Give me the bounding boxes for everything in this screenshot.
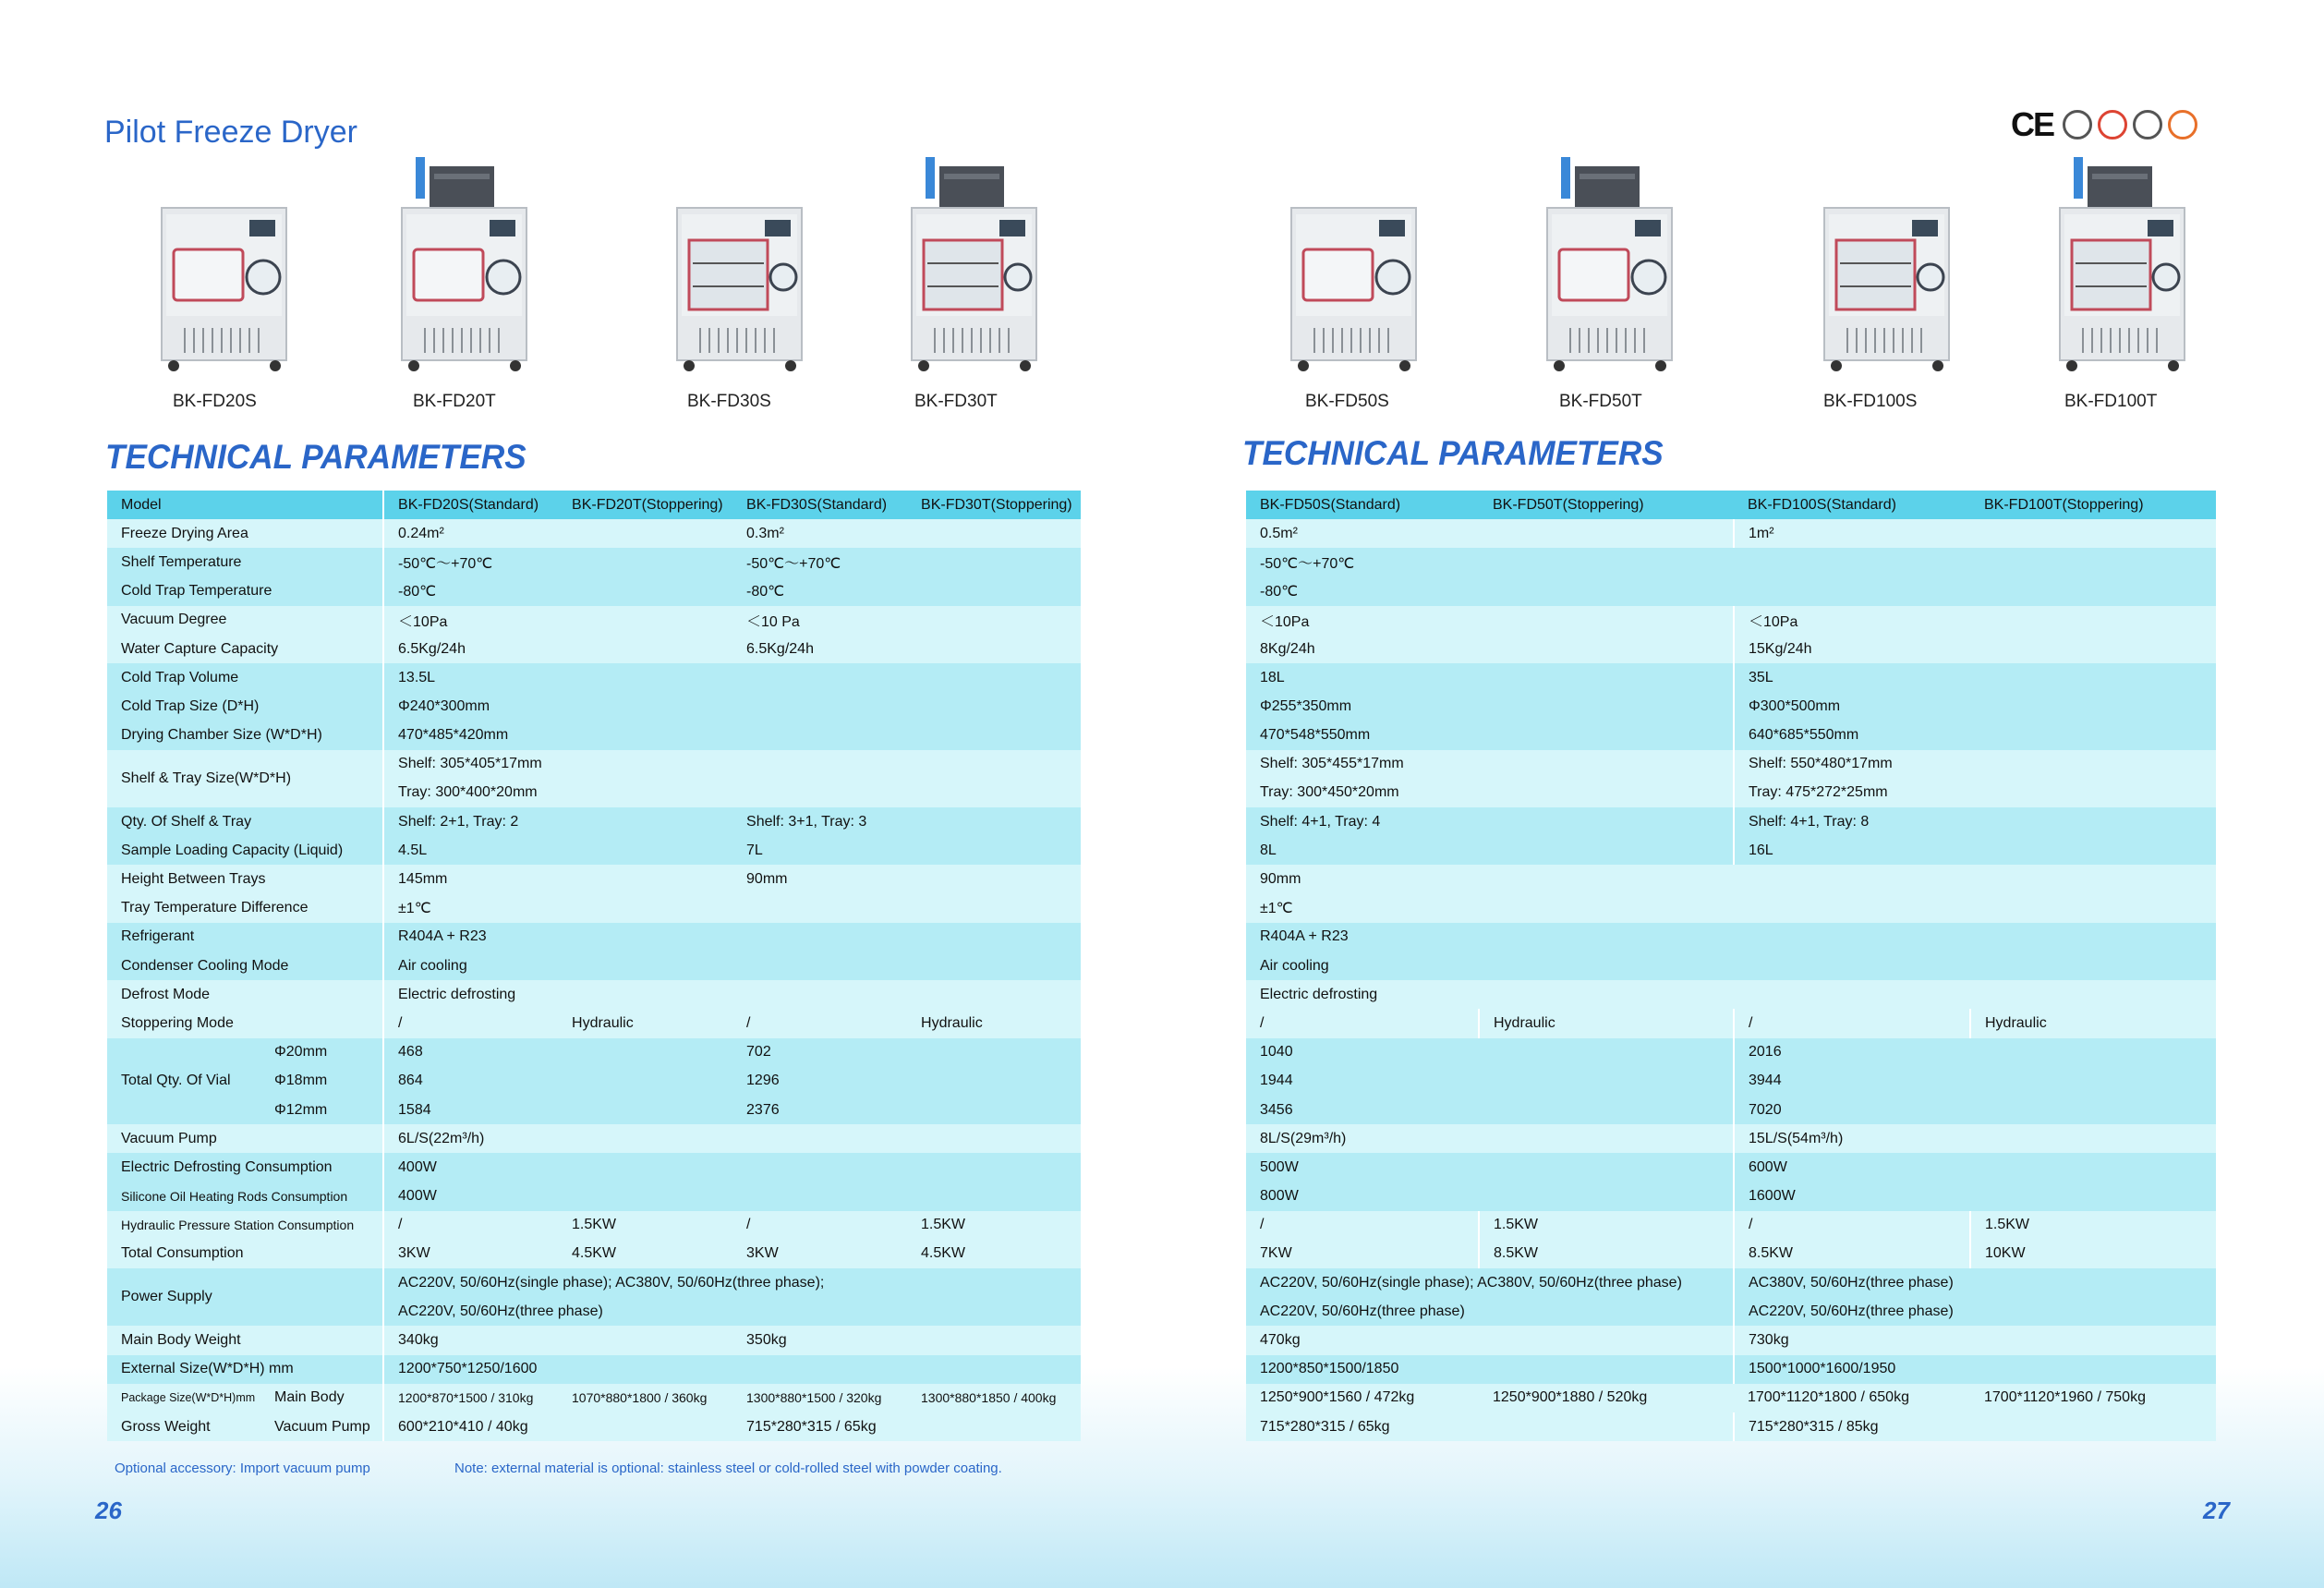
- page-number-right: 27: [2203, 1497, 2230, 1524]
- table-cell: Hydraulic: [907, 1009, 1081, 1037]
- table-row: [1246, 1038, 2216, 1067]
- table-cell: ＜10 Pa: [732, 606, 1081, 635]
- table-row: [107, 1124, 1081, 1153]
- table-cell: BK-FD20T(Stoppering): [558, 491, 732, 519]
- product-image-bk-fd50s: [1268, 148, 1434, 379]
- table-cell: Cold Trap Temperature: [107, 577, 383, 606]
- table-cell: 730kg: [1734, 1326, 2216, 1354]
- table-cell: 1200*870*1500 / 310kg: [383, 1384, 558, 1412]
- table-cell: ±1℃: [383, 894, 1081, 923]
- table-cell: Tray: 300*400*20mm: [383, 779, 1081, 807]
- product-label: BK-FD100T: [2064, 392, 2158, 411]
- table-cell: 1250*900*1880 / 520kg: [1479, 1384, 1734, 1412]
- table-cell: Shelf: 550*480*17mm: [1734, 750, 2216, 779]
- table-row: [1246, 1067, 2216, 1096]
- table-row: [1246, 721, 2216, 750]
- table-cell: R404A + R23: [383, 923, 1081, 952]
- table-cell: Φ20mm: [260, 1038, 383, 1067]
- table-cell: 702: [732, 1038, 1081, 1067]
- table-cell: 3944: [1734, 1067, 2216, 1096]
- table-cell: 1296: [732, 1067, 1081, 1096]
- table-cell: 1700*1120*1960 / 750kg: [1970, 1384, 2216, 1412]
- table-row: [107, 923, 1081, 952]
- table-cell: 18L: [1246, 663, 1734, 692]
- table-cell: 1040: [1246, 1038, 1734, 1067]
- table-cell: Gross Weight: [107, 1412, 260, 1441]
- table-cell: 600W: [1734, 1153, 2216, 1182]
- table-cell: Cold Trap Volume: [107, 663, 383, 692]
- table-cell: Freeze Drying Area: [107, 519, 383, 548]
- table-cell: 600*210*410 / 40kg: [383, 1412, 732, 1441]
- table-cell: 4.5L: [383, 836, 732, 865]
- table-row: [107, 894, 1081, 923]
- table-cell: Stoppering Mode: [107, 1009, 383, 1037]
- spec-table-left: [107, 491, 1081, 1441]
- table-cell: Tray: 475*272*25mm: [1734, 779, 2216, 807]
- table-cell: 7KW: [1246, 1240, 1479, 1268]
- table-row: [1246, 1009, 2216, 1037]
- iso-13485-seal-icon: [2133, 110, 2162, 139]
- table-row: [107, 663, 1081, 692]
- table-row: [1246, 1326, 2216, 1354]
- table-row: [107, 836, 1081, 865]
- table-cell: 0.5m²: [1246, 519, 1734, 548]
- table-row: [1246, 1268, 2216, 1297]
- table-cell: AC220V, 50/60Hz(three phase): [383, 1297, 1081, 1326]
- certified-seal-icon: [2168, 110, 2197, 139]
- product-image-bk-fd100t: [2037, 148, 2203, 379]
- table-cell: 6L/S(22m³/h): [383, 1124, 1081, 1153]
- ce-mark: CE: [2011, 105, 2054, 143]
- table-row: [1246, 1124, 2216, 1153]
- table-cell: BK-FD30S(Standard): [732, 491, 907, 519]
- table-cell: 640*685*550mm: [1734, 721, 2216, 750]
- table-cell: 1300*880*1850 / 400kg: [907, 1384, 1081, 1412]
- table-cell: AC220V, 50/60Hz(single phase); AC380V, 50/60Hz(three phase): [1246, 1268, 1734, 1297]
- table-cell: 715*280*315 / 65kg: [732, 1412, 1081, 1441]
- table-row: [1246, 1153, 2216, 1182]
- table-row: [1246, 1384, 2216, 1412]
- table-cell: 90mm: [1246, 865, 2216, 893]
- page-number-left: 26: [95, 1497, 122, 1524]
- table-row: [1246, 1355, 2216, 1384]
- product-label: BK-FD20T: [413, 392, 496, 411]
- table-cell: /: [1734, 1211, 1970, 1240]
- table-cell: Main Body Weight: [107, 1326, 383, 1354]
- table-cell: 864: [383, 1067, 732, 1096]
- table-row: [1246, 1240, 2216, 1268]
- table-cell: Φ255*350mm: [1246, 692, 1734, 721]
- table-cell: 470kg: [1246, 1326, 1734, 1354]
- table-row: [107, 491, 1081, 519]
- table-cell: 2016: [1734, 1038, 2216, 1067]
- table-cell: -50℃～+70℃: [732, 548, 1081, 576]
- table-cell: Vacuum Degree: [107, 606, 383, 635]
- table-row: [1246, 750, 2216, 779]
- table-cell: AC220V, 50/60Hz(single phase); AC380V, 50/60Hz(three phase);: [383, 1268, 1081, 1297]
- table-cell: 16L: [1734, 836, 2216, 865]
- table-cell: Main Body: [260, 1384, 383, 1412]
- table-cell: Hydraulic: [1970, 1009, 2216, 1037]
- table-cell: Hydraulic Pressure Station Consumption: [107, 1211, 383, 1240]
- table-cell: Model: [107, 491, 383, 519]
- table-row: [107, 635, 1081, 663]
- table-row: [107, 721, 1081, 750]
- table-cell: BK-FD30T(Stoppering): [907, 491, 1081, 519]
- table-row: [1246, 577, 2216, 606]
- table-row: [1246, 865, 2216, 893]
- table-cell: 1300*880*1500 / 320kg: [732, 1384, 907, 1412]
- table-cell: /: [732, 1211, 907, 1240]
- product-image-bk-fd30t: [889, 148, 1055, 379]
- material-note: Note: external material is optional: stainless steel or cold-rolled steel with powder coating.: [454, 1461, 1002, 1476]
- table-cell: Sample Loading Capacity (Liquid): [107, 836, 383, 865]
- table-cell: Φ12mm: [260, 1096, 383, 1124]
- table-cell: Total Qty. Of Vial: [107, 1038, 260, 1125]
- product-label: BK-FD30S: [687, 392, 771, 411]
- table-row: [107, 1326, 1081, 1354]
- table-cell: Electric defrosting: [1246, 980, 2216, 1009]
- table-row: [107, 1038, 1081, 1067]
- table-cell: 1500*1000*1600/1950: [1734, 1355, 2216, 1384]
- table-cell: Condenser Cooling Mode: [107, 952, 383, 980]
- table-cell: BK-FD50S(Standard): [1246, 491, 1479, 519]
- table-cell: 10KW: [1970, 1240, 2216, 1268]
- table-cell: 4.5KW: [558, 1240, 732, 1268]
- table-cell: 340kg: [383, 1326, 732, 1354]
- table-row: [1246, 491, 2216, 519]
- table-cell: Refrigerant: [107, 923, 383, 952]
- table-row: [1246, 692, 2216, 721]
- table-cell: 8.5KW: [1479, 1240, 1734, 1268]
- table-cell: ±1℃: [1246, 894, 2216, 923]
- table-row: [1246, 836, 2216, 865]
- tech-heading-right: TECHNICAL PARAMETERS: [1242, 434, 1664, 472]
- iso-9001-seal-icon: [2063, 110, 2092, 139]
- table-cell: -80℃: [383, 577, 732, 606]
- table-cell: 1.5KW: [1479, 1211, 1734, 1240]
- table-cell: 800W: [1246, 1182, 1734, 1211]
- table-cell: Defrost Mode: [107, 980, 383, 1009]
- table-row: [1246, 1096, 2216, 1124]
- table-cell: Shelf: 2+1, Tray: 2: [383, 807, 732, 836]
- table-cell: Cold Trap Size (D*H): [107, 692, 383, 721]
- table-cell: Electric defrosting: [383, 980, 1081, 1009]
- table-cell: -50℃～+70℃: [1246, 548, 2216, 576]
- table-cell: 1250*900*1560 / 472kg: [1246, 1384, 1479, 1412]
- table-cell: 400W: [383, 1153, 1081, 1182]
- table-row: [107, 1355, 1081, 1384]
- table-row: [107, 807, 1081, 836]
- table-cell: 145mm: [383, 865, 732, 893]
- table-cell: Shelf: 4+1, Tray: 4: [1246, 807, 1734, 836]
- table-cell: /: [1246, 1211, 1479, 1240]
- table-cell: /: [1734, 1009, 1970, 1037]
- table-cell: 0.24m²: [383, 519, 732, 548]
- table-cell: -80℃: [732, 577, 1081, 606]
- table-cell: 350kg: [732, 1326, 1081, 1354]
- table-cell: AC220V, 50/60Hz(three phase): [1734, 1297, 2216, 1326]
- table-cell: -50℃～+70℃: [383, 548, 732, 576]
- table-cell: 8L: [1246, 836, 1734, 865]
- table-cell: Qty. Of Shelf & Tray: [107, 807, 383, 836]
- table-cell: 1584: [383, 1096, 732, 1124]
- table-cell: /: [1246, 1009, 1479, 1037]
- table-cell: Vacuum Pump: [107, 1124, 383, 1153]
- table-cell: Electric Defrosting Consumption: [107, 1153, 383, 1182]
- table-cell: 3456: [1246, 1096, 1734, 1124]
- table-cell: 1944: [1246, 1067, 1734, 1096]
- tech-heading-left: TECHNICAL PARAMETERS: [105, 438, 527, 476]
- table-cell: Shelf & Tray Size(W*D*H): [107, 750, 383, 807]
- table-row: [107, 865, 1081, 893]
- table-cell: 3KW: [732, 1240, 907, 1268]
- table-cell: 1600W: [1734, 1182, 2216, 1211]
- table-row: [1246, 923, 2216, 952]
- table-cell: 500W: [1246, 1153, 1734, 1182]
- table-row: [107, 980, 1081, 1009]
- product-image-bk-fd20t: [379, 148, 545, 379]
- table-cell: -80℃: [1246, 577, 2216, 606]
- spec-table-right: [1246, 491, 2216, 1441]
- page-title: Pilot Freeze Dryer: [104, 115, 357, 150]
- table-cell: BK-FD50T(Stoppering): [1479, 491, 1734, 519]
- table-row: [1246, 606, 2216, 635]
- table-cell: Shelf: 3+1, Tray: 3: [732, 807, 1081, 836]
- table-cell: Tray Temperature Difference: [107, 894, 383, 923]
- table-cell: Height Between Trays: [107, 865, 383, 893]
- table-cell: BK-FD100S(Standard): [1734, 491, 1970, 519]
- table-cell: 15L/S(54m³/h): [1734, 1124, 2216, 1153]
- table-cell: 1.5KW: [558, 1211, 732, 1240]
- table-cell: 470*548*550mm: [1246, 721, 1734, 750]
- table-cell: BK-FD20S(Standard): [383, 491, 558, 519]
- table-row: [1246, 1182, 2216, 1211]
- table-cell: 6.5Kg/24h: [732, 635, 1081, 663]
- table-cell: /: [383, 1211, 558, 1240]
- product-image-bk-fd30s: [654, 148, 820, 379]
- product-image-bk-fd50t: [1524, 148, 1690, 379]
- table-cell: External Size(W*D*H) mm: [107, 1355, 383, 1384]
- table-cell: BK-FD100T(Stoppering): [1970, 491, 2216, 519]
- table-cell: 90mm: [732, 865, 1081, 893]
- table-cell: 8.5KW: [1734, 1240, 1970, 1268]
- product-label: BK-FD50T: [1559, 392, 1642, 411]
- table-row: [107, 1009, 1081, 1037]
- table-row: [1246, 635, 2216, 663]
- table-cell: 1200*750*1250/1600: [383, 1355, 1081, 1384]
- table-cell: 1200*850*1500/1850: [1246, 1355, 1734, 1384]
- table-cell: AC380V, 50/60Hz(three phase): [1734, 1268, 2216, 1297]
- table-cell: Hydraulic: [1479, 1009, 1734, 1037]
- table-cell: 470*485*420mm: [383, 721, 1081, 750]
- optional-accessory-note: Optional accessory: Import vacuum pump: [115, 1461, 370, 1476]
- table-cell: 6.5Kg/24h: [383, 635, 732, 663]
- table-cell: 8L/S(29m³/h): [1246, 1124, 1734, 1153]
- table-row: [107, 548, 1081, 576]
- table-cell: 35L: [1734, 663, 2216, 692]
- table-cell: 2376: [732, 1096, 1081, 1124]
- table-cell: Vacuum Pump: [260, 1412, 383, 1441]
- table-row: [1246, 807, 2216, 836]
- table-row: [1246, 519, 2216, 548]
- table-cell: Air cooling: [383, 952, 1081, 980]
- table-cell: ＜10Pa: [1734, 606, 2216, 635]
- table-cell: Shelf: 305*455*17mm: [1246, 750, 1734, 779]
- table-row: [1246, 1211, 2216, 1240]
- table-cell: 1.5KW: [907, 1211, 1081, 1240]
- table-row: [1246, 779, 2216, 807]
- table-cell: 15Kg/24h: [1734, 635, 2216, 663]
- table-cell: 1m²: [1734, 519, 2216, 548]
- table-row: [107, 1240, 1081, 1268]
- table-cell: 4.5KW: [907, 1240, 1081, 1268]
- table-row: [107, 1182, 1081, 1211]
- table-cell: Φ300*500mm: [1734, 692, 2216, 721]
- table-cell: 468: [383, 1038, 732, 1067]
- table-cell: 8Kg/24h: [1246, 635, 1734, 663]
- iso-14001-seal-icon: [2098, 110, 2127, 139]
- table-row: [107, 519, 1081, 548]
- table-cell: 1700*1120*1800 / 650kg: [1734, 1384, 1970, 1412]
- product-label: BK-FD100S: [1823, 392, 1918, 411]
- table-row: [1246, 548, 2216, 576]
- table-cell: Hydraulic: [558, 1009, 732, 1037]
- table-cell: Drying Chamber Size (W*D*H): [107, 721, 383, 750]
- table-cell: Φ18mm: [260, 1067, 383, 1096]
- table-cell: ＜10Pa: [383, 606, 732, 635]
- table-row: [107, 1211, 1081, 1240]
- table-cell: Water Capture Capacity: [107, 635, 383, 663]
- table-cell: AC220V, 50/60Hz(three phase): [1246, 1297, 1734, 1326]
- product-label: BK-FD30T: [914, 392, 998, 411]
- table-row: [107, 952, 1081, 980]
- table-cell: Shelf: 305*405*17mm: [383, 750, 1081, 779]
- table-cell: 400W: [383, 1182, 1081, 1211]
- table-row: [1246, 894, 2216, 923]
- table-cell: 13.5L: [383, 663, 1081, 692]
- table-cell: Silicone Oil Heating Rods Consumption: [107, 1182, 383, 1211]
- table-row: [107, 606, 1081, 635]
- product-image-bk-fd20s: [139, 148, 305, 379]
- table-row: [1246, 1412, 2216, 1441]
- table-cell: R404A + R23: [1246, 923, 2216, 952]
- table-cell: 715*280*315 / 85kg: [1734, 1412, 2216, 1441]
- table-cell: 715*280*315 / 65kg: [1246, 1412, 1734, 1441]
- table-cell: Φ240*300mm: [383, 692, 1081, 721]
- table-row: [107, 692, 1081, 721]
- table-row: [107, 1384, 1081, 1412]
- table-row: [107, 750, 1081, 779]
- table-cell: 7020: [1734, 1096, 2216, 1124]
- certification-marks: [2011, 103, 2220, 146]
- table-cell: 3KW: [383, 1240, 558, 1268]
- product-label: BK-FD20S: [173, 392, 257, 411]
- table-cell: 1070*880*1800 / 360kg: [558, 1384, 732, 1412]
- table-cell: ＜10Pa: [1246, 606, 1734, 635]
- product-label: BK-FD50S: [1305, 392, 1389, 411]
- table-cell: Power Supply: [107, 1268, 383, 1326]
- table-cell: 7L: [732, 836, 1081, 865]
- table-row: [1246, 1297, 2216, 1326]
- table-cell: Tray: 300*450*20mm: [1246, 779, 1734, 807]
- table-row: [107, 1153, 1081, 1182]
- table-cell: Shelf Temperature: [107, 548, 383, 576]
- table-cell: /: [732, 1009, 907, 1037]
- table-cell: Shelf: 4+1, Tray: 8: [1734, 807, 2216, 836]
- table-row: [107, 1268, 1081, 1297]
- table-row: [107, 1412, 1081, 1441]
- table-cell: Total Consumption: [107, 1240, 383, 1268]
- table-row: [1246, 663, 2216, 692]
- table-cell: 1.5KW: [1970, 1211, 2216, 1240]
- table-row: [1246, 980, 2216, 1009]
- table-cell: 0.3m²: [732, 519, 1081, 548]
- table-cell: /: [383, 1009, 558, 1037]
- table-row: [107, 577, 1081, 606]
- table-row: [1246, 952, 2216, 980]
- product-image-bk-fd100s: [1801, 148, 1967, 379]
- table-cell: Air cooling: [1246, 952, 2216, 980]
- table-cell: Package Size(W*D*H)mm: [107, 1384, 260, 1412]
